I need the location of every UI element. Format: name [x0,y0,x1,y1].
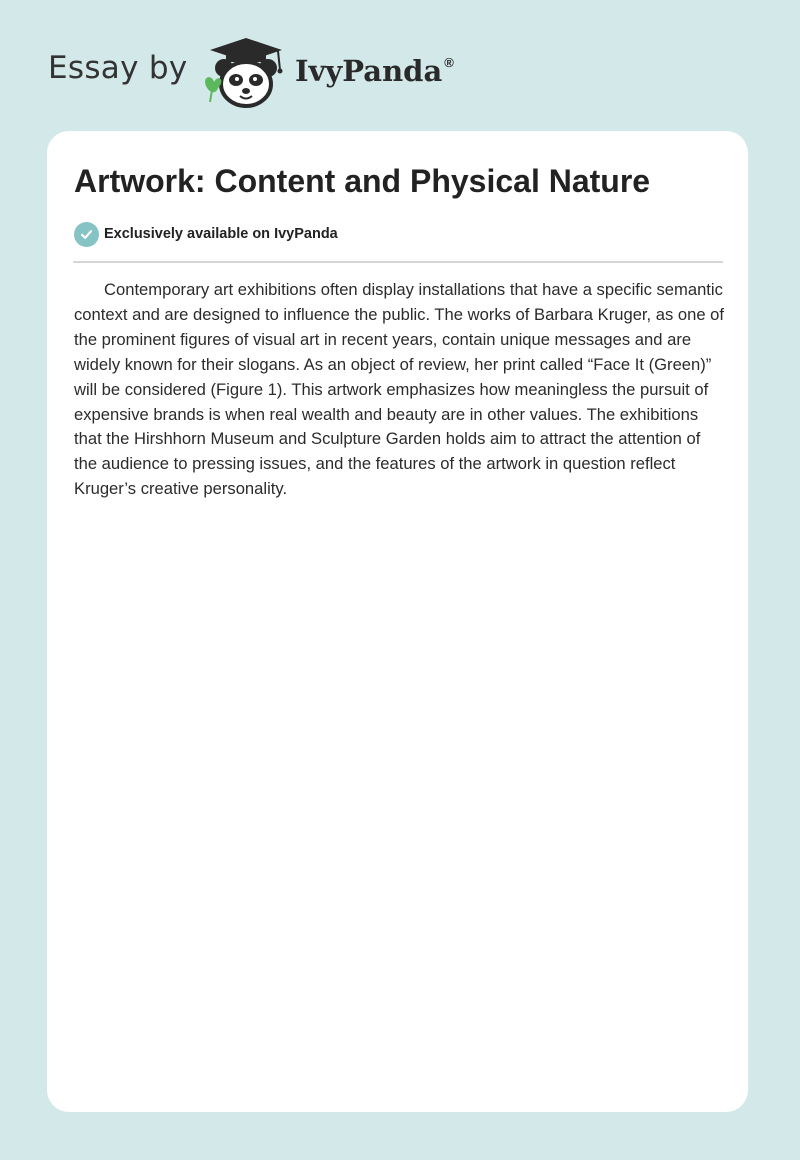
page-title: Artwork: Content and Physical Nature [74,163,651,199]
site-header [48,30,548,110]
panda-graduate-icon[interactable] [200,36,292,110]
exclusive-badge [74,221,338,247]
divider [73,261,723,263]
article-card [47,131,748,1112]
essay-paragraph: Contemporary art exhibitions often display installations that have a specific semantic context and are designed to influence the public. The works of Barbara Kruger, as one of the prominent figures of visual art in recent years, contain unique messages and are widely known for their slogans. As an object of review, her print called “Face It (Green)” will be considered (Figure 1). This artwork emphasizes how meaningless the pursuit of expensive brands is when real wealth and beauty are in other values. The exhibitions that the Hirshhorn Museum and Sculpture Garden holds aim to attract the attention of the audience to pressing issues, and the features of the artwork in question reflect Kruger’s creative personality. [74,280,725,499]
exclusive-badge-label: Exclusively available on IvyPanda [104,226,338,242]
brand-label: IvyPanda [295,54,443,88]
essay-by-label: Essay by [48,50,188,86]
check-circle-icon [74,222,99,247]
registered-mark: ® [444,55,454,70]
brand-name[interactable] [295,54,454,88]
